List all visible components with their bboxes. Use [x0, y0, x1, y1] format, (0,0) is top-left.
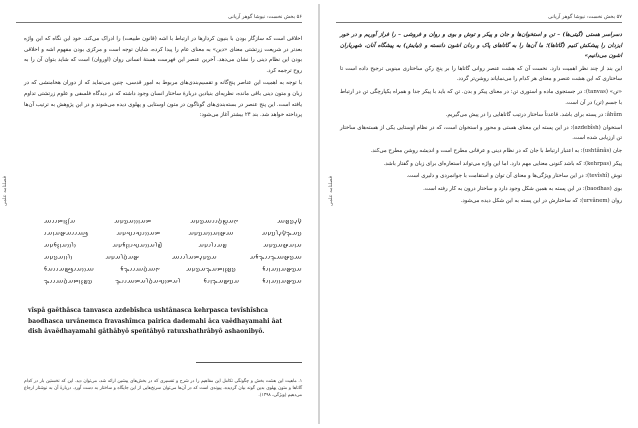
- paragraph: جان (ushtânâs): به اعتبار ارتباط با جان که در نظام دینی و عرفانی مطرح است و اندیشه روشن مطرح می‌کند.: [370, 147, 622, 154]
- quoted-translation: دسراسر هستی (گیتی‌ها) – تن و استخوان‌ها و جان و پیکر و توش و بوی و روان و فروشی – را فراز آوریم و در خور ایزدان را پیشکش کنیم (گاتاها)؛ ما آن‌ها را به گاتاهای پاک و ردان اشون دانسته و (نیایش) به پیشگاه آنان، شهریاران اشون می‌دانیم»: [340, 32, 622, 60]
- footnote: ۱. ماهیت این هشت بخش و چگونگی تکامل این مفاهیم را در شرح و تفسیری که در بخش‌های پیشین ارائه شد، می‌توان دید. این که نخستین بار در کدام گاتاها و متون پهلوی بدین گونه بیان گردیده، پیوندی است که در آن‌ها می‌توان سرنخ‌هایی از این جایگاه و ساختار به دست آورد. دربارهٔ آن به نوشتار ارجاع می‌دهیم (ویژگی، ۱۳۹۸).: [24, 379, 302, 398]
- avestan-line: [44, 264, 302, 276]
- avestan-line: [44, 228, 302, 240]
- avestan-word: 𐬬𐬍𐬯𐬞𐬁: [277, 217, 302, 225]
- avestan-word: 𐬀𐬰𐬆𐬥𐬙𐬌𐬌𐬁: [44, 217, 76, 225]
- body-text: [24, 34, 302, 123]
- avestan-word: 𐬎𐬭𐬎𐬎𐬀𐬯𐬗𐬀: [44, 253, 73, 261]
- paragraph: âhûm: در پسته برای باشد. قاعدتاً ساختار درتیب گاتاهایی را در پیش می‌گیریم.: [445, 112, 622, 119]
- avestan-word: 𐬙𐬀𐬥𐬎𐬎𐬀𐬯𐬗𐬀: [114, 217, 152, 225]
- paragraph: این بند از چند نظر اهمیت دارد. نخست آن که هشت عنصر روانی گاتاها را بر پنج رکن ساختاری مینویی ترجیح داده است تا ساختاری که این هشت عنصر و معنای هر کدام را می‌نمایاند روشن‌تر گردد.: [340, 65, 622, 83]
- avestan-text-block: [44, 216, 302, 288]
- paragraph: با توجه به اهمیت این عناصر پنج‌گانه و تقسیم‌بندی‌های مربوط به امور قدسی، چنین می‌نماید که از دوران هخامنشی که در زبان و متون دینی باقی مانده، نظریه‌ای بنیادین دربارهٔ ساختار انسان وجود داشته که در دیدگاه فلسفی و علوم زرتشتی تداوم یافته است. این پنج عنصر در بسته‌بندی‌های گوناگون در متون اوستایی و پهلوی دیده می‌شوند و در این پژوهش به ترتیب آن‌ها پرداخته خواهد شد. بند ۲۴ بیشتر آغاز می‌شود:: [24, 80, 302, 119]
- avestan-word: 𐬛𐬁𐬌𐬌𐬀𐬵𐬀𐬥𐬀𐬌: [44, 229, 89, 237]
- avestan-word: 𐬯𐬞𐬆𐬥𐬙𐬀𐬚𐬁𐬌𐬌𐬋: [44, 277, 93, 285]
- paragraph: بوی (baodhas): در این پسته به همین شکل وجود دارد و ساختار درون به کار رفته است.: [423, 185, 622, 192]
- avestan-word: 𐬀𐬯𐬗𐬍𐬙𐬀𐬭𐬌𐬌𐬁: [172, 253, 217, 261]
- footnote-rule: [196, 362, 302, 363]
- avestan-word: 𐬀𐬥𐬀𐬵𐬀𐬯𐬗𐬀: [263, 241, 302, 249]
- paragraph: پیکر (kehrpas): که باشد کنونی معنایی مهم دارد. اما این واژه می‌تواند استعاره‌ای برای زبان و گفتار باشد.: [383, 160, 622, 167]
- avestan-word: 𐬭𐬀𐬙𐬎𐬱𐬀𐬚𐬭𐬀𐬙𐬁𐬌𐬌𐬋: [115, 277, 181, 285]
- side-label: فصلنامه علمی: [2, 176, 8, 207]
- paragraph: استخوان (azdebîsh): در این پسته این معنای هستی و محور و استخوان است، که در نظام اوستایی یکی از هسته‌های ساختار تن ارزیابی شده است.: [340, 124, 622, 142]
- paragraph: «تن» (tanvas): در جستجوی ماده و استوری تن: در معنای پیکر و بدن. تن که باید با پیکر جدا و همراه یکپارچگی تن در ارتباط با جسم (تن) در آن است.: [340, 88, 622, 106]
- side-label: فصلنامه علمی: [328, 176, 334, 207]
- avestan-word: 𐬞𐬀𐬌𐬭𐬌𐬗𐬀: [198, 241, 228, 249]
- avestan-line: [44, 252, 302, 264]
- avestan-word: 𐬀𐬯𐬵𐬀𐬎𐬎𐬀𐬥𐬌𐬨: [262, 265, 302, 273]
- transliteration: vîspâ gaêthâsca tanvasca azdebîshca ushtânasca kehrpasca tevîshîshca baodhasca urvânemca fravashîmca pairica dademahi âca vaêdhayamahi âat dish âvaêdhayamahi gâthâbyô speñtâbyô ratuxshathrâbyô ashaonibyô.: [28, 307, 283, 336]
- left-page: [0, 0, 318, 428]
- avestan-word: 𐬁𐬯𐬵𐬁𐬋𐬌𐬌𐬋𐬨𐬀: [249, 253, 302, 261]
- header-rule: [336, 22, 622, 23]
- avestan-line: [44, 276, 302, 288]
- avestan-line: [44, 240, 302, 252]
- avestan-word: 𐬯𐬀𐬋𐬬𐬍𐬭𐬯𐬗𐬀: [261, 229, 302, 237]
- paragraph: اخلاقی است که سازگار بودن با بنیون کردارها در ارتباط با اشه (قانون طبیعت) را ادراک می‌کند. خود این نگاه که این واژه بعدتر در شریعت زرتشتی معنای «دین» به معنای عام را پیدا کرده، شایان توجه است و مرکزی بودن مفهوم اشه و اخلاقی بودن این نظام دینی را نشان می‌دهد. آخرین عنصر این فهرست هستهٔ انسانی روان (اوروان) است که شاید بتوان آن را به روح ترجمه کرد.: [24, 36, 302, 74]
- avestan-word: 𐬟𐬭𐬀𐬎𐬎𐬀𐬱𐬌𐬥𐬆𐬨𐬗𐬀: [112, 241, 163, 249]
- running-header: ۵۶ بخش نخست: نیوشا گوهر آریانی: [228, 14, 302, 20]
- paragraph: روان (urvânem): که ساختارش در این پسته به این شکل دیده می‌شود.: [460, 198, 622, 205]
- avestan-line: [44, 216, 302, 228]
- avestan-word: 𐬔𐬁𐬚𐬁𐬌𐬌𐬋𐬨: [120, 265, 161, 273]
- avestan-word: 𐬁𐬎𐬎𐬀𐬌𐬛𐬵𐬀𐬌𐬌𐬀𐬨: [44, 265, 95, 273]
- avestan-word: 𐬁𐬵𐬥𐬀𐬎𐬎𐬀𐬯𐬗𐬀: [188, 229, 234, 237]
- avestan-word: 𐬀𐬯𐬵𐬀𐬎𐬎𐬀𐬥𐬌𐬨: [262, 277, 302, 285]
- paragraph: توش (tevîshî): در این ساختار ویژگی‌ها و معنای آن توان و استقامت با جوانمردی و دلیری است.: [406, 173, 622, 180]
- avestan-word: 𐬔𐬀𐬉𐬚𐬌𐬌𐬁𐬯𐬗𐬀: [190, 217, 239, 225]
- body-text: [340, 30, 622, 209]
- right-page: [320, 0, 638, 428]
- avestan-word: 𐬀𐬯𐬵𐬀𐬋𐬥𐬌𐬨: [203, 277, 240, 285]
- header-rule: [16, 22, 302, 23]
- avestan-word: 𐬙𐬀𐬎𐬎𐬌𐬱𐬌𐬱𐬗𐬀: [116, 229, 161, 237]
- running-header: ۵۷ بخش نخست: نیوشا گوهر آریانی: [548, 14, 622, 20]
- avestan-word: 𐬵𐬀𐬚𐬭𐬀𐬗𐬀: [105, 253, 140, 261]
- avestan-word: 𐬎𐬭𐬎𐬎𐬀𐬥𐬆𐬨𐬗𐬀: [44, 241, 77, 249]
- avestan-word: 𐬯𐬞𐬆𐬥𐬙𐬀𐬋𐬀𐬯𐬗𐬀: [186, 265, 237, 273]
